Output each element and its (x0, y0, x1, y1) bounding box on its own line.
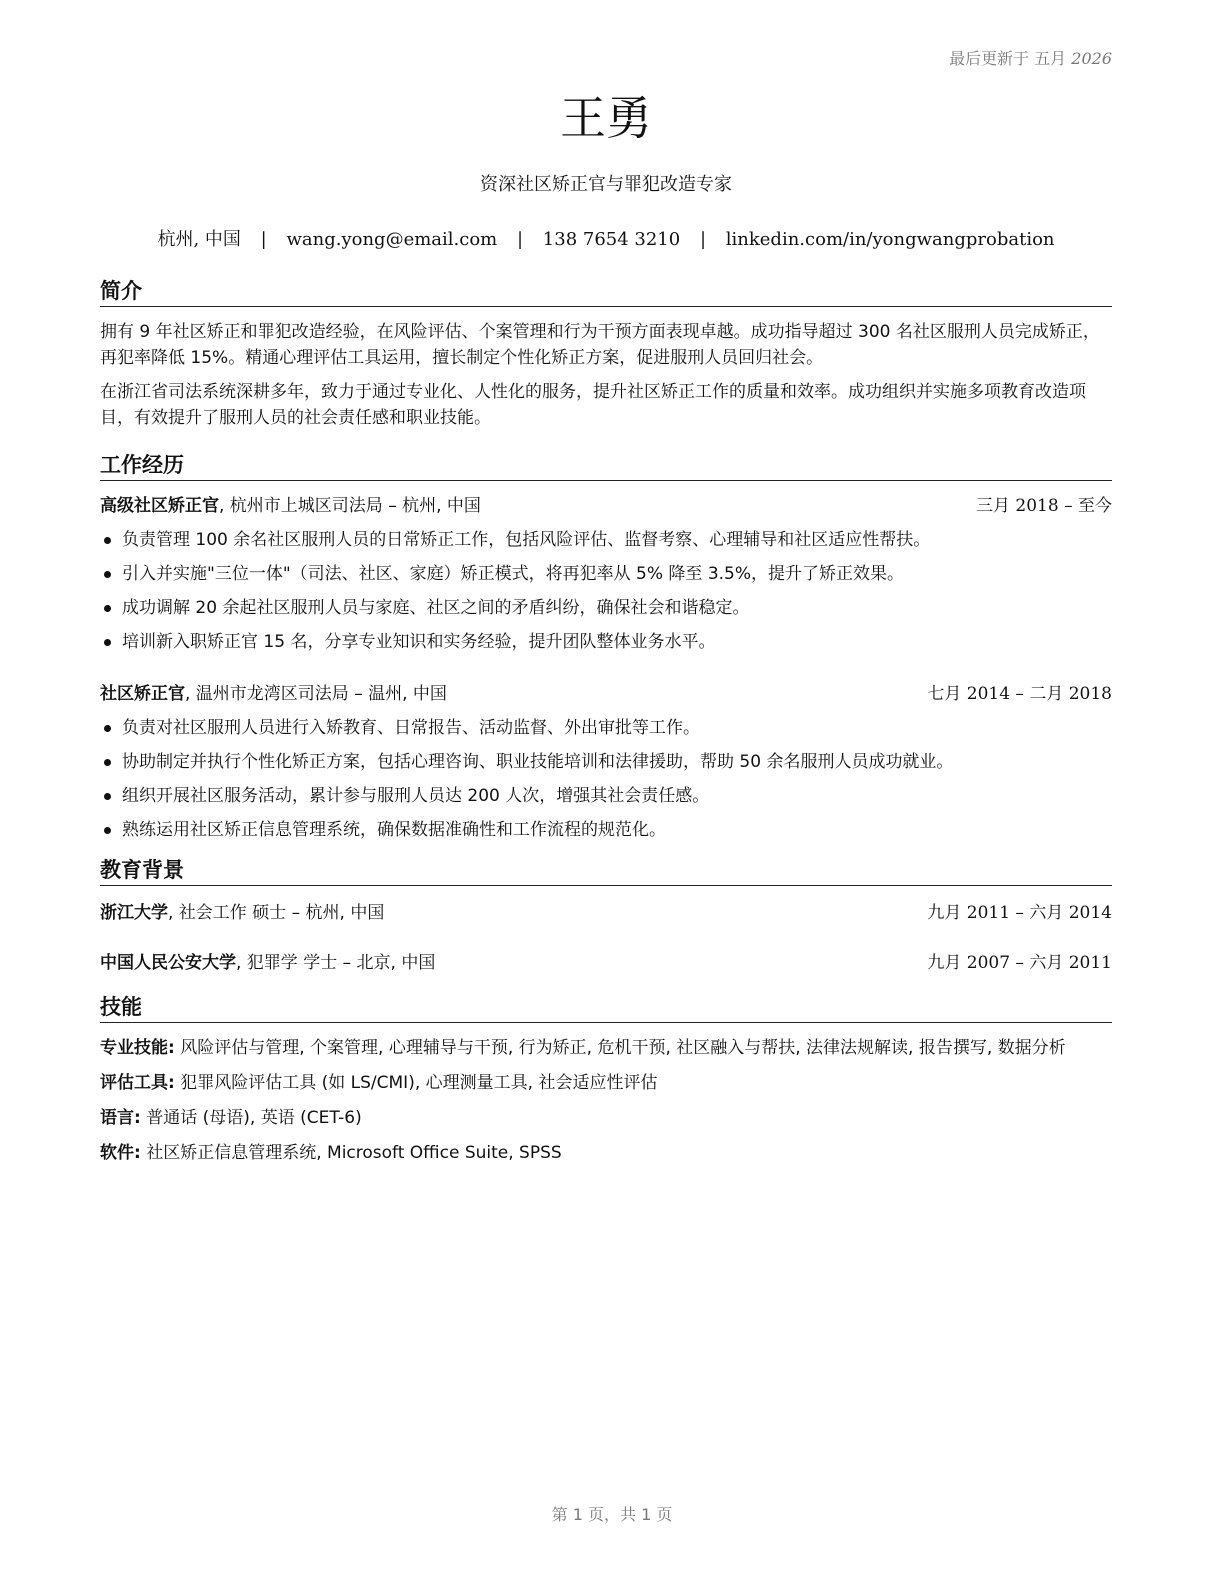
education-entry (100, 900, 1112, 926)
job-entry (100, 681, 1112, 843)
summary-section (100, 278, 1112, 431)
school-date: 九月 2011 – 六月 2014 (927, 903, 1112, 923)
skill-line (100, 1140, 1112, 1166)
skills-section (100, 994, 1112, 1166)
skill-label: 软件: (100, 1143, 141, 1163)
school-detail: , 犯罪学 学士 – 北京, 中国 (236, 953, 436, 973)
page-number-footer: 第 1 页，共 1 页 (551, 1505, 673, 1524)
summary-paragraph: 拥有 9 年社区矫正和罪犯改造经验，在风险评估、个案管理和行为干预方面表现卓越。成功指导超过 300 名社区服刑人员完成矫正，再犯率降低 15%。精通心理评估工具运用，擅长制定个性化矫正方案，促进服刑人员回归社会。 (100, 322, 1100, 368)
job-org: , 温州市龙湾区司法局 – 温州, 中国 (185, 684, 447, 704)
job-bullet: 熟练运用社区矫正信息管理系统，确保数据准确性和工作流程的规范化。 (100, 817, 1112, 843)
contact-linkedin[interactable]: linkedin.com/in/yongwangprobation (725, 229, 1055, 250)
job-org: , 杭州市上城区司法局 – 杭州, 中国 (219, 496, 481, 516)
job-title-org (100, 681, 447, 707)
job-header (100, 681, 1112, 707)
skill-value: 犯罪风险评估工具 (如 LS/CMI), 心理测量工具, 社会适应性评估 (174, 1073, 658, 1093)
experience-section (100, 452, 1112, 843)
section-title-skills: 技能 (100, 994, 1112, 1023)
job-header (100, 493, 1112, 519)
section-title-experience: 工作经历 (100, 452, 1112, 481)
job-date: 七月 2014 – 二月 2018 (927, 684, 1112, 704)
school-line (100, 950, 435, 976)
job-bullet: 成功调解 20 余起社区服刑人员与家庭、社区之间的矛盾纠纷，确保社会和谐稳定。 (100, 595, 1112, 621)
contact-line (100, 225, 1112, 251)
job-title-org (100, 493, 481, 519)
candidate-name: 王勇 (560, 91, 652, 145)
contact-phone: 138 7654 3210 (542, 229, 681, 250)
skill-label: 评估工具: (100, 1073, 175, 1093)
contact-email[interactable]: wang.yong@email.com (286, 229, 498, 250)
skill-value: 风险评估与管理, 个案管理, 心理辅导与干预, 行为矫正, 危机干预, 社区融入与帮扶, 法律法规解读, 报告撰写, 数据分析 (174, 1038, 1066, 1058)
contact-location: 杭州, 中国 (157, 229, 241, 250)
job-role: 高级社区矫正官 (100, 496, 219, 516)
job-bullet: 负责对社区服刑人员进行入矫教育、日常报告、活动监督、外出审批等工作。 (100, 715, 1112, 741)
school-date: 九月 2007 – 六月 2011 (927, 953, 1112, 973)
contact-separator: | (699, 229, 707, 250)
last-updated (949, 46, 1112, 69)
candidate-headline: 资深社区矫正官与罪犯改造专家 (480, 174, 732, 195)
job-bullet: 负责管理 100 余名社区服刑人员的日常矫正工作，包括风险评估、监督考察、心理辅导和社区适应性帮扶。 (100, 527, 1112, 553)
skill-value: 普通话 (母语), 英语 (CET-6) (140, 1108, 362, 1128)
skill-label: 语言: (100, 1108, 141, 1128)
section-title-summary: 简介 (100, 278, 1112, 307)
last-updated-year: 2026 (1071, 49, 1112, 68)
skill-label: 专业技能: (100, 1038, 175, 1058)
contact-separator: | (260, 229, 267, 250)
education-header (100, 900, 1112, 926)
job-bullet: 协助制定并执行个性化矫正方案，包括心理咨询、职业技能培训和法律援助，帮助 50 余名服刑人员成功就业。 (100, 749, 1112, 775)
skill-line (100, 1105, 1112, 1131)
education-header (100, 950, 1112, 976)
job-bullets (100, 715, 1112, 843)
skill-line (100, 1035, 1112, 1061)
school-name: 中国人民公安大学 (100, 953, 236, 973)
last-updated-label: 最后更新于 五月 (949, 49, 1067, 68)
section-title-education: 教育背景 (100, 857, 1112, 886)
skill-line (100, 1070, 1112, 1096)
contact-separator: | (516, 229, 524, 250)
job-bullet: 引入并实施"三位一体"（司法、社区、家庭）矫正模式，将再犯率从 5% 降至 3.5%，提升了矫正效果。 (100, 561, 1112, 587)
job-role: 社区矫正官 (100, 684, 185, 704)
school-line (100, 900, 384, 926)
job-bullet: 培训新入职矫正官 15 名，分享专业知识和实务经验，提升团队整体业务水平。 (100, 629, 1112, 655)
education-section (100, 857, 1112, 976)
education-entry (100, 950, 1112, 976)
job-date: 三月 2018 – 至今 (976, 496, 1112, 516)
school-name: 浙江大学 (100, 903, 168, 923)
skill-value: 社区矫正信息管理系统, Microsoft Office Suite, SPSS (140, 1143, 562, 1163)
summary-paragraph: 在浙江省司法系统深耕多年，致力于通过专业化、人性化的服务，提升社区矫正工作的质量和效率。成功组织并实施多项教育改造项目，有效提升了服刑人员的社会责任感和职业技能。 (100, 382, 1086, 428)
job-entry (100, 493, 1112, 655)
job-bullet: 组织开展社区服务活动，累计参与服刑人员达 200 人次，增强其社会责任感。 (100, 783, 1112, 809)
school-detail: , 社会工作 硕士 – 杭州, 中国 (168, 903, 385, 923)
job-bullets (100, 527, 1112, 655)
